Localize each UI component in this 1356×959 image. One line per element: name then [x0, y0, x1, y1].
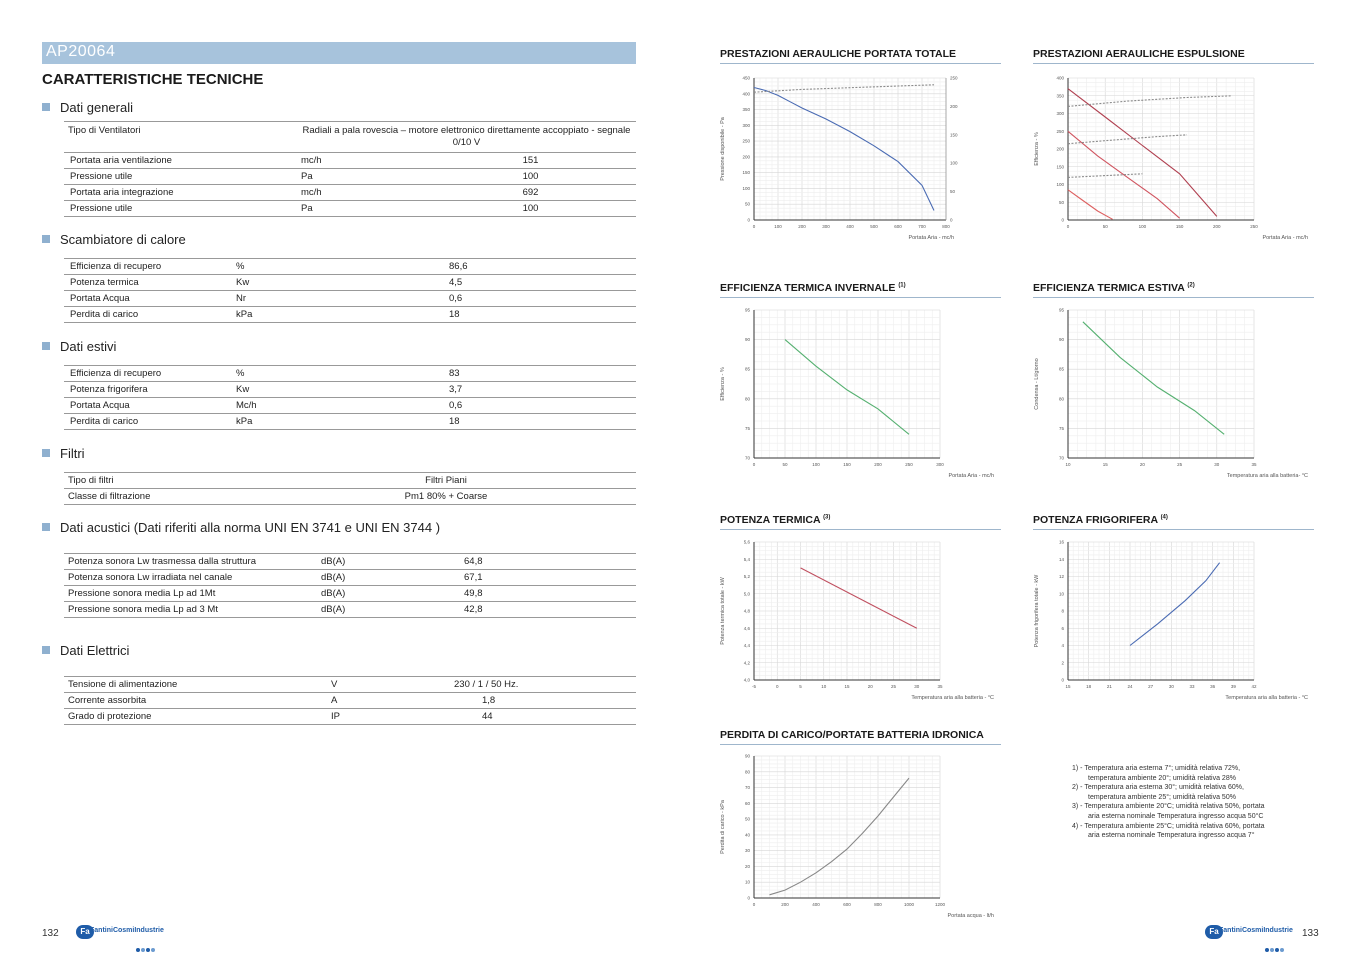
table-row: Grado di protezione IP 44: [64, 709, 636, 725]
page-number-left: 132: [42, 928, 59, 939]
y-tick-label: 250: [1056, 128, 1064, 134]
table-row: Corrente assorbita A 1,8: [64, 693, 636, 709]
bullet-square-icon: [42, 342, 50, 350]
x-tick-label: 50: [1102, 224, 1108, 229]
y-tick-label: 70: [1058, 455, 1064, 461]
section-heading-generali: Dati generali: [42, 100, 133, 115]
y-tick-label: 300: [742, 122, 750, 128]
table-row: Potenza frigorifera Kw 3,7: [64, 382, 636, 398]
y-tick-label: 85: [1058, 366, 1064, 372]
y2-tick-label: 50: [950, 189, 956, 195]
y-tick-label: 14: [1058, 556, 1064, 562]
y-axis-label: Pressione disponibile - Pa: [720, 117, 726, 181]
y-tick-label: 4: [1061, 643, 1064, 648]
y-tick-label: 5,4: [743, 556, 750, 562]
x-tick-label: 0: [752, 902, 756, 907]
x-tick-label: 30: [914, 684, 920, 689]
x-tick-label: 24: [1127, 684, 1133, 689]
footnote: 4) - Temperatura ambiente 25°C; umidità relativa 60%, portata aria esterna nominale Temperatura ingresso acqua 7°: [1072, 822, 1265, 840]
table-row: Efficienza di recupero % 83: [64, 366, 636, 382]
x-tick-label: 250: [905, 462, 913, 467]
product-code: AP20064: [46, 43, 116, 60]
x-tick-label: 1200: [934, 902, 946, 907]
bullet-square-icon: [42, 523, 50, 531]
chart-title-portata-totale: PRESTAZIONI AERAULICHE PORTATA TOTALE: [720, 48, 957, 60]
table-row: Perdita di carico kPa 18: [64, 414, 636, 430]
y-axis-label: Potenza frigorifera totale - kW: [1034, 574, 1040, 648]
section-heading-scambiatore: Scambiatore di calore: [42, 232, 186, 247]
y-tick-label: 350: [1056, 93, 1064, 99]
x-tick-label: 25: [890, 684, 897, 689]
y-tick-label: 8: [1061, 608, 1064, 614]
x-tick-label: 300: [936, 462, 944, 467]
chart-espulsione: [1030, 72, 1320, 244]
y-tick-label: 4,8: [743, 608, 750, 614]
x-tick-label: 36: [1210, 684, 1216, 689]
y-tick-label: 60: [744, 800, 750, 806]
x-tick-label: 39: [1230, 684, 1236, 689]
table-row: Pressione utile Pa 100: [64, 169, 636, 185]
y-tick-label: 20: [744, 863, 750, 869]
x-tick-label: -5: [751, 684, 757, 689]
chart-title-perdita-carico: PERDITA DI CARICO/PORTATE BATTERIA IDRONICA: [720, 729, 984, 741]
x-tick-label: 25: [1177, 462, 1183, 467]
x-tick-label: 500: [870, 224, 878, 229]
x-tick-label: 20: [1139, 462, 1145, 467]
x-tick-label: 21: [1106, 684, 1112, 689]
grid: [754, 78, 946, 220]
y-axis-label: Efficienza - %: [720, 367, 726, 401]
x-tick-label: 15: [844, 684, 850, 689]
table-row: Portata Acqua Mc/h 0,6: [64, 398, 636, 414]
y-tick-label: 5,0: [743, 591, 750, 597]
table-row: Potenza sonora Lw irradiata nel canale dB(A) 67,1: [64, 570, 636, 586]
x-tick-label: 1000: [903, 902, 915, 907]
y-tick-label: 10: [744, 879, 750, 885]
x-tick-label: 15: [1102, 462, 1108, 467]
table-acustici: [64, 553, 636, 618]
y-axis-label: Condensa - Lt/giorno: [1034, 358, 1040, 410]
bullet-square-icon: [42, 103, 50, 111]
table-row: Portata aria ventilazione mc/h 151: [64, 153, 636, 169]
y-tick-label: 450: [742, 75, 750, 81]
y-tick-label: 4,0: [743, 677, 750, 683]
x-tick-label: 400: [846, 224, 854, 229]
y-tick-label: 75: [1058, 425, 1064, 431]
section-heading-acustici: Dati acustici (Dati riferiti alla norma UNI EN 3741 e UNI EN 3744 ): [42, 520, 440, 535]
y2-tick-label: 200: [950, 103, 958, 109]
y2-tick-label: 0: [950, 217, 953, 223]
chart-potenza-termica: [716, 536, 1006, 704]
bullet-square-icon: [42, 235, 50, 243]
grid: [1068, 310, 1254, 458]
section-heading-estivi: Dati estivi: [42, 339, 116, 354]
table-row: Efficienza di recupero % 86,6: [64, 259, 636, 275]
section-heading-filtri: Filtri: [42, 446, 85, 461]
chart-perdita-carico: [716, 750, 1006, 922]
x-axis-label: Temperatura aria alla batteria - °C: [1225, 695, 1308, 701]
x-tick-label: 100: [1138, 224, 1147, 229]
y2-tick-label: 250: [950, 75, 958, 81]
y-tick-label: 16: [1058, 539, 1064, 545]
y-axis-label: Perdita di carico - kPa: [720, 800, 726, 854]
y-tick-label: 12: [1058, 574, 1064, 579]
x-tick-label: 0: [752, 462, 756, 467]
page-number-right: 133: [1302, 928, 1319, 939]
table-row: Pressione utile Pa 100: [64, 201, 636, 217]
row-value: Radiali a pala rovescia – motore elettronico direttamente accoppiato - segnale 0/10 V: [297, 122, 636, 153]
x-tick-label: 42: [1251, 684, 1257, 689]
x-tick-label: 20: [867, 684, 873, 689]
y-tick-label: 2: [1061, 660, 1064, 666]
x-tick-label: 30: [1168, 684, 1174, 689]
x-tick-label: 15: [1065, 684, 1071, 689]
table-row: Potenza sonora Lw trasmessa dalla struttura dB(A) 64,8: [64, 554, 636, 570]
table-row: Pressione sonora media Lp ad 3 Mt dB(A) 42,8: [64, 602, 636, 618]
y-tick-label: 10: [1058, 591, 1064, 597]
x-tick-label: 200: [798, 224, 806, 229]
y-tick-label: 50: [744, 201, 750, 207]
y-tick-label: 0: [1061, 677, 1064, 683]
chart-termica-invernale: [716, 304, 1006, 482]
x-tick-label: 50: [782, 462, 788, 467]
y-tick-label: 350: [742, 107, 750, 113]
y-tick-label: 70: [744, 785, 750, 791]
company-logo-left: Fa FantiniCosmiIndustrie: [76, 925, 156, 943]
x-tick-label: 18: [1086, 684, 1092, 689]
x-tick-label: 150: [1175, 224, 1184, 229]
grid: [754, 542, 940, 680]
y-tick-label: 85: [744, 366, 750, 372]
x-tick-label: 200: [874, 462, 882, 467]
x-tick-label: 200: [1213, 224, 1221, 229]
y-tick-label: 90: [744, 337, 750, 343]
x-tick-label: 250: [1250, 224, 1258, 229]
company-logo-right: Fa FantiniCosmiIndustrie: [1205, 925, 1285, 943]
x-tick-label: 100: [812, 462, 820, 467]
x-tick-label: 800: [942, 224, 950, 229]
x-tick-label: 30: [1214, 462, 1220, 467]
y-tick-label: 80: [1058, 396, 1064, 402]
divider: [720, 63, 1001, 64]
chart-title-espulsione: PRESTAZIONI AERAULICHE ESPULSIONE: [1033, 48, 1245, 60]
y-tick-label: 4,2: [743, 660, 750, 666]
divider: [720, 529, 1001, 530]
x-tick-label: 0: [1066, 224, 1070, 229]
chart-title-termica-invernale: EFFICIENZA TERMICA INVERNALE $^{(1)}$: [720, 282, 906, 294]
table-row: Classe di filtrazione Pm1 80% + Coarse: [64, 489, 636, 505]
x-tick-label: 35: [1251, 462, 1257, 467]
x-tick-label: 0: [752, 224, 756, 229]
table-row: Tensione di alimentazione V 230 / 1 / 50 Hz.: [64, 677, 636, 693]
product-code-bar: [42, 42, 636, 64]
y-tick-label: 150: [1056, 164, 1064, 170]
logo-dots-icon: [136, 937, 156, 956]
x-axis-label: Temperatura aria alla batteria - °C: [911, 695, 994, 701]
x-tick-label: 33: [1189, 684, 1195, 689]
table-row: Portata Acqua Nr 0,6: [64, 291, 636, 307]
y-tick-label: 0: [1061, 217, 1064, 223]
chart-title-termica-estiva: EFFICIENZA TERMICA ESTIVA $^{(2)}$: [1033, 282, 1195, 294]
x-tick-label: 400: [812, 902, 820, 907]
y-tick-label: 4,4: [743, 643, 750, 648]
x-axis-label: Portata Aria - mc/h: [1262, 235, 1308, 241]
table-row: Potenza termica Kw 4,5: [64, 275, 636, 291]
y-tick-label: 400: [742, 91, 750, 97]
y-tick-label: 0: [747, 217, 750, 223]
y-tick-label: 100: [742, 185, 750, 191]
chart-title-potenza-frigorifera: POTENZA FRIGORIFERA $^{(4)}$: [1033, 514, 1168, 526]
y-tick-label: 4,6: [743, 625, 750, 631]
x-tick-label: 600: [843, 902, 851, 907]
chart-portata-totale: [716, 72, 1006, 244]
y-axis-label: Potenza termica totale - kW: [720, 577, 726, 645]
section-heading-elettrici: Dati Elettrici: [42, 643, 129, 658]
table-row: [64, 122, 636, 153]
x-axis-label: Temperatura aria alla batteria- °C: [1226, 473, 1308, 479]
table-row: Portata aria integrazione mc/h 692: [64, 185, 636, 201]
x-tick-label: 150: [843, 462, 851, 467]
y2-tick-label: 100: [950, 160, 958, 166]
grid: [1068, 542, 1254, 680]
series-line: [1068, 190, 1113, 220]
x-tick-label: 600: [894, 224, 902, 229]
table-elettrici: [64, 676, 636, 725]
x-tick-label: 10: [1065, 462, 1071, 467]
y-tick-label: 5,6: [743, 539, 750, 545]
x-tick-label: 5: [799, 684, 802, 689]
x-tick-label: 35: [937, 684, 943, 689]
y-tick-label: 100: [1056, 182, 1064, 187]
y-tick-label: 40: [744, 832, 750, 838]
table-filtri: [64, 472, 636, 505]
y-tick-label: 95: [1058, 307, 1064, 313]
page-title: CARATTERISTICHE TECNICHE: [42, 71, 264, 88]
x-tick-label: 27: [1148, 684, 1154, 689]
y-tick-label: 75: [744, 425, 750, 431]
x-tick-label: 300: [822, 224, 830, 229]
grid: [754, 310, 940, 458]
y-tick-label: 150: [742, 170, 750, 176]
y-tick-label: 50: [744, 816, 750, 822]
y-tick-label: 200: [742, 154, 750, 160]
grid: [754, 756, 940, 898]
table-generali: [64, 121, 636, 217]
x-tick-label: 0: [775, 684, 779, 689]
table-row: Perdita di carico kPa 18: [64, 307, 636, 323]
divider: [1033, 297, 1314, 298]
x-tick-label: 10: [821, 684, 827, 689]
x-tick-label: 700: [918, 224, 926, 229]
footnote: 3) - Temperatura ambiente 20°C; umidità relativa 50%, portata aria esterna nominale Temperatura ingresso acqua 50°C: [1072, 803, 1265, 820]
y-tick-label: 50: [1058, 199, 1064, 205]
series-line: [1083, 322, 1224, 435]
y-tick-label: 80: [744, 396, 750, 402]
divider: [720, 297, 1001, 298]
y-tick-label: 0: [747, 895, 750, 901]
x-tick-label: 800: [874, 902, 882, 907]
divider: [1033, 63, 1314, 64]
footnotes: [1072, 764, 1272, 841]
table-estivi: [64, 365, 636, 430]
y-tick-label: 6: [1061, 625, 1064, 631]
series-line: [1130, 563, 1220, 646]
y-axis-label: Efficienza - %: [1034, 132, 1040, 166]
table-scambiatore: [64, 258, 636, 323]
series-line: [1068, 135, 1187, 144]
x-tick-label: 200: [781, 902, 789, 907]
y-tick-label: 70: [744, 455, 750, 461]
y-tick-label: 90: [744, 753, 750, 759]
x-axis-label: Portata Aria - mc/h: [948, 473, 994, 479]
chart-title-potenza-termica: POTENZA TERMICA $^{(3)}$: [720, 514, 831, 526]
chart-potenza-frigorifera: [1030, 536, 1320, 704]
y-tick-label: 30: [744, 848, 750, 854]
footnote: 1) - Temperatura aria esterna 7°; umidità relativa 72%, temperatura ambiente 20°; umidità relativa 28%: [1072, 765, 1241, 782]
y-tick-label: 95: [744, 307, 750, 313]
table-row: Tipo di filtri Filtri Piani: [64, 473, 636, 489]
logo-dots-icon: [1265, 937, 1285, 956]
chart-termica-estiva: [1030, 304, 1320, 482]
bullet-square-icon: [42, 646, 50, 654]
y2-tick-label: 150: [950, 132, 958, 138]
y-tick-label: 400: [1056, 75, 1064, 81]
x-axis-label: Portata Aria - mc/h: [908, 235, 954, 241]
y-tick-label: 80: [744, 769, 750, 775]
divider: [720, 744, 1001, 745]
y-tick-label: 5,2: [743, 574, 750, 579]
bullet-square-icon: [42, 449, 50, 457]
footnote: 2) - Temperatura aria esterna 30°; umidità relativa 60%, temperatura ambiente 25°; umidità relativa 50%: [1072, 784, 1244, 801]
x-axis-label: Portata acqua - lt/h: [947, 913, 994, 919]
y-tick-label: 300: [1056, 111, 1064, 116]
y-tick-label: 200: [1056, 146, 1064, 152]
x-tick-label: 100: [774, 224, 782, 229]
row-label: Tipo di Ventilatori: [64, 122, 297, 153]
grid: [1068, 78, 1254, 220]
y-tick-label: 90: [1058, 337, 1064, 343]
table-row: Pressione sonora media Lp ad 1Mt dB(A) 49,8: [64, 586, 636, 602]
divider: [1033, 529, 1314, 530]
y-tick-label: 250: [742, 138, 750, 144]
